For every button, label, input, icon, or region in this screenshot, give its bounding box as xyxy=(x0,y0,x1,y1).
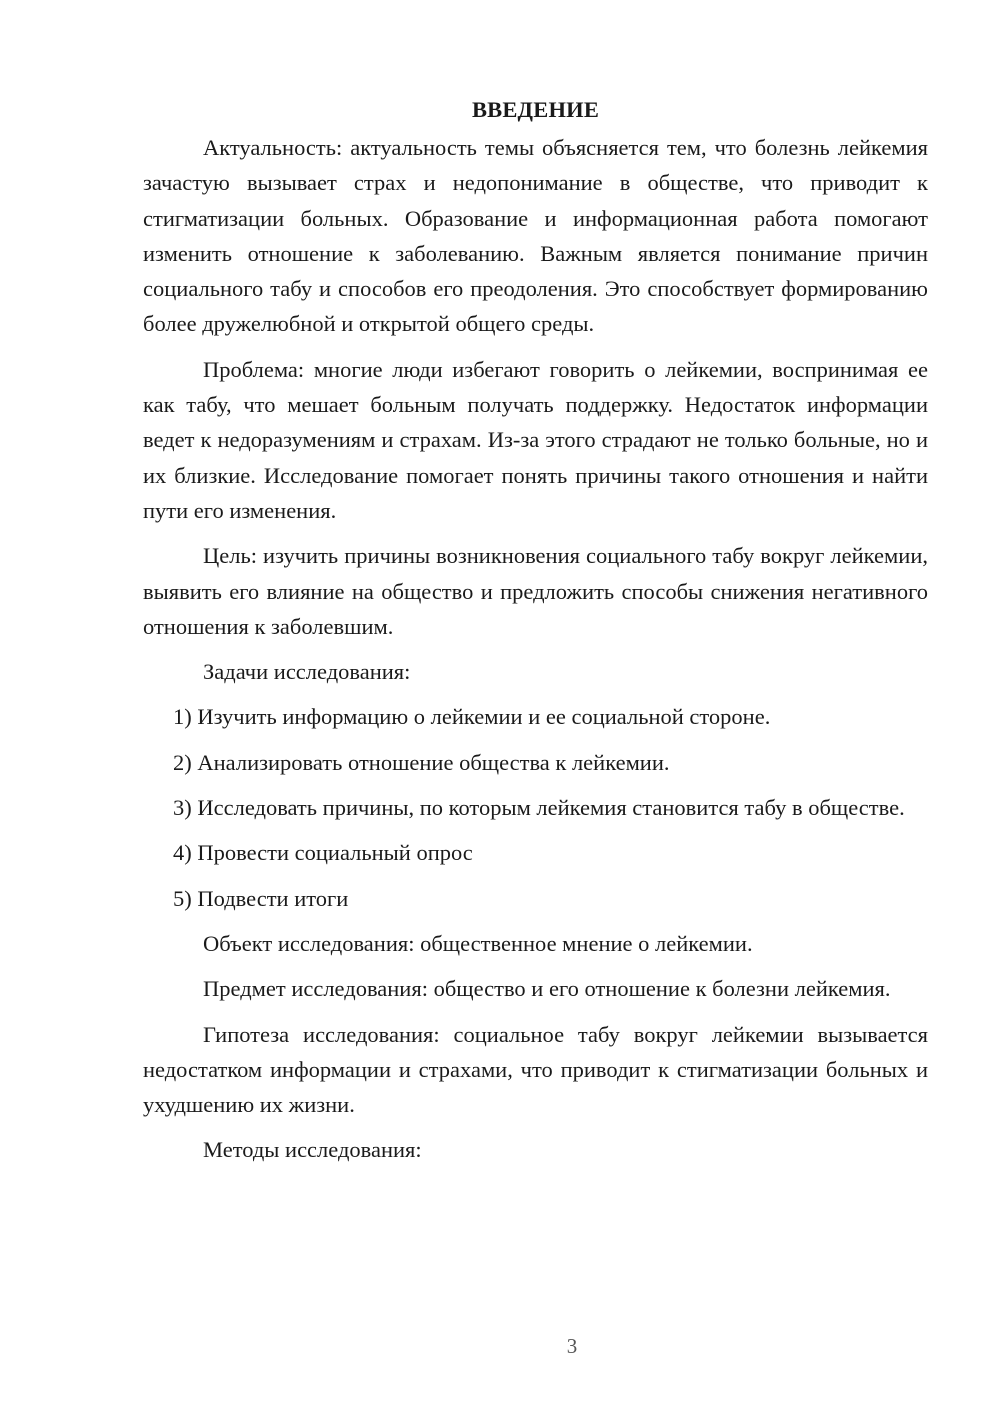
hypothesis-paragraph: Гипотеза исследования: социальное табу вокруг лейкемии вызывается недостатком информации и страхами, что приводит к стигматизации больных и ухудшению их жизни. xyxy=(143,1021,928,1118)
task-item-5: 5) Подвести итоги xyxy=(173,885,349,911)
task-item-3: 3) Исследовать причины, по которым лейкемия становится табу в обществе. xyxy=(173,795,905,821)
task-item-4: 4) Провести социальный опрос xyxy=(173,840,473,866)
goal-paragraph: Цель: изучить причины возникновения социального табу вокруг лейкемии, выявить его влияние на общество и предложить способы снижения негативного отношения к заболевшим. xyxy=(143,543,928,639)
page-title: ВВЕДЕНИЕ xyxy=(471,97,600,122)
tasks-heading: Задачи исследования: xyxy=(203,659,411,685)
relevance-paragraph: Актуальность: актуальность темы объясняется тем, что болезнь лейкемия зачастую вызывает страх и недопонимание в обществе, что приводит к стигматизации больных. Образование и информационная работа помогают изменить отношение к заболеванию. Важным является понимание причин социального табу и способов его преодоления. Это способствует формированию более дружелюбной и открытой общего среды. xyxy=(143,135,928,337)
methods-heading: Методы исследования: xyxy=(203,1137,422,1163)
page-number: 3 xyxy=(566,1334,578,1358)
object-paragraph: Объект исследования: общественное мнение о лейкемии. xyxy=(203,930,753,956)
task-item-1: 1) Изучить информацию о лейкемии и ее социальной стороне. xyxy=(173,704,771,730)
task-item-2: 2) Анализировать отношение общества к лейкемии. xyxy=(173,749,670,775)
problem-paragraph: Проблема: многие люди избегают говорить о лейкемии, воспринимая ее как табу, что мешает больным получать поддержку. Недостаток информации ведет к недоразумениям и страхам. Из-за этого страдают не только больные, но и их близкие. Исследование помогает понять причины такого отношения и найти пути его изменения. xyxy=(143,356,928,523)
subject-paragraph: Предмет исследования: общество и его отношение к болезни лейкемия. xyxy=(203,976,891,1002)
page-content xyxy=(143,92,928,1178)
